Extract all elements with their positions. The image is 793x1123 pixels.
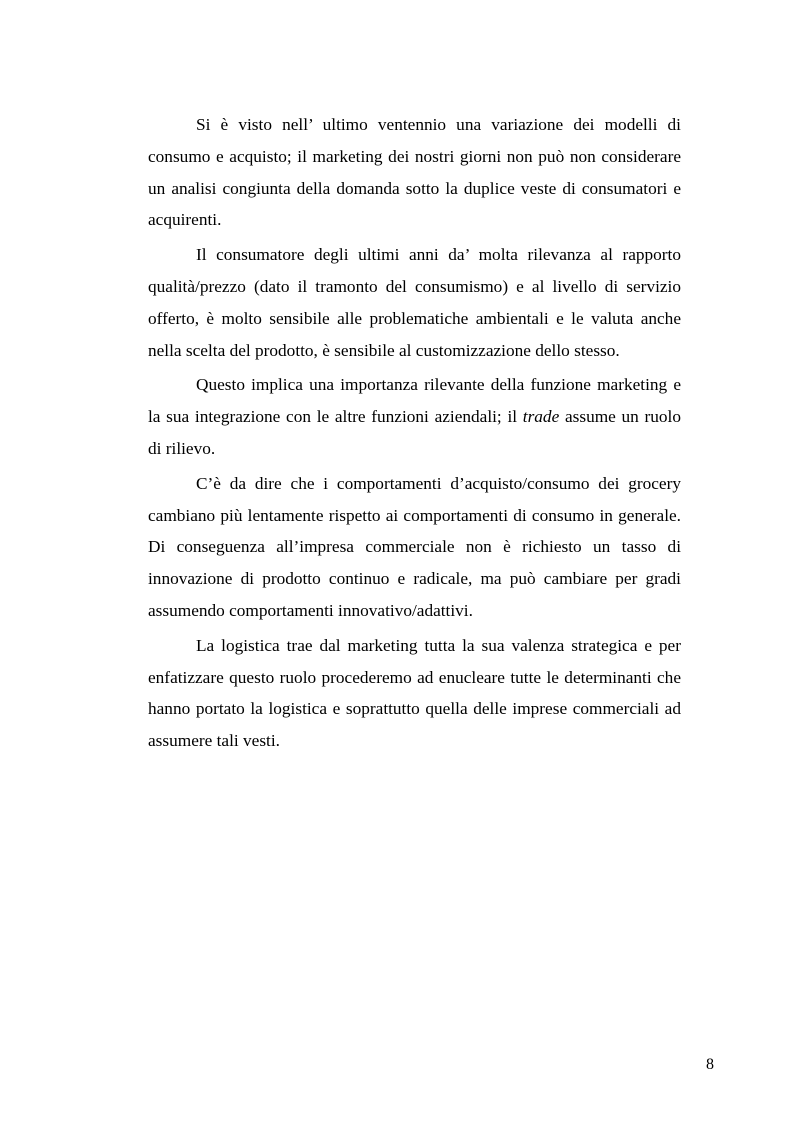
- paragraph-consumer-trends: Il consumatore degli ultimi anni da’ molta rilevanza al rapporto qualità/prezzo (dato il tramonto del consumismo) e al livello di servizio offerto, è molto sensibile alle problematiche ambientali e le valuta anche nella scelta del prodotto, è sensibile al customizzazione dello stesso.: [148, 245, 681, 360]
- body-text: [148, 109, 681, 757]
- paragraph-marketing-text-end: assume un ruolo di rilievo.: [148, 407, 682, 458]
- paragraph-marketing-text-start: Questo implica una importanza rilevante della funzione marketing e la sua integrazione con le altre funzioni aziendali; il: [148, 375, 681, 427]
- paragraph-grocery-behavior: C’è da dire che i comportamenti d’acquisto/consumo dei grocery cambiano più lentamente rispetto ai comportamenti di consumo in generale. Di conseguenza all’impresa commerciale non è richiesto un tasso di innovazione di prodotto continuo e radicale, ma può cambiare per gradi assumendo comportamenti innovativo/adattivi.: [148, 473, 681, 620]
- paragraph-logistics-strategy: La logistica trae dal marketing tutta la sua valenza strategica e per enfatizzare questo ruolo procederemo ad enucleare tutte le determinanti che hanno portato la logistica e soprattutto quella delle imprese commerciali ad assumere tali vesti.: [148, 635, 681, 751]
- paragraph-marketing-importance: [148, 369, 681, 464]
- trade-italic-term: trade: [522, 407, 560, 427]
- paragraph-consumer-models: Si è visto nell’ ultimo ventennio una variazione dei modelli di consumo e acquisto; il marketing dei nostri giorni non può non considerare un analisi congiunta della domanda sotto la duplice veste di consumatori e acquirenti.: [148, 115, 681, 230]
- page-number: 8: [706, 1056, 714, 1073]
